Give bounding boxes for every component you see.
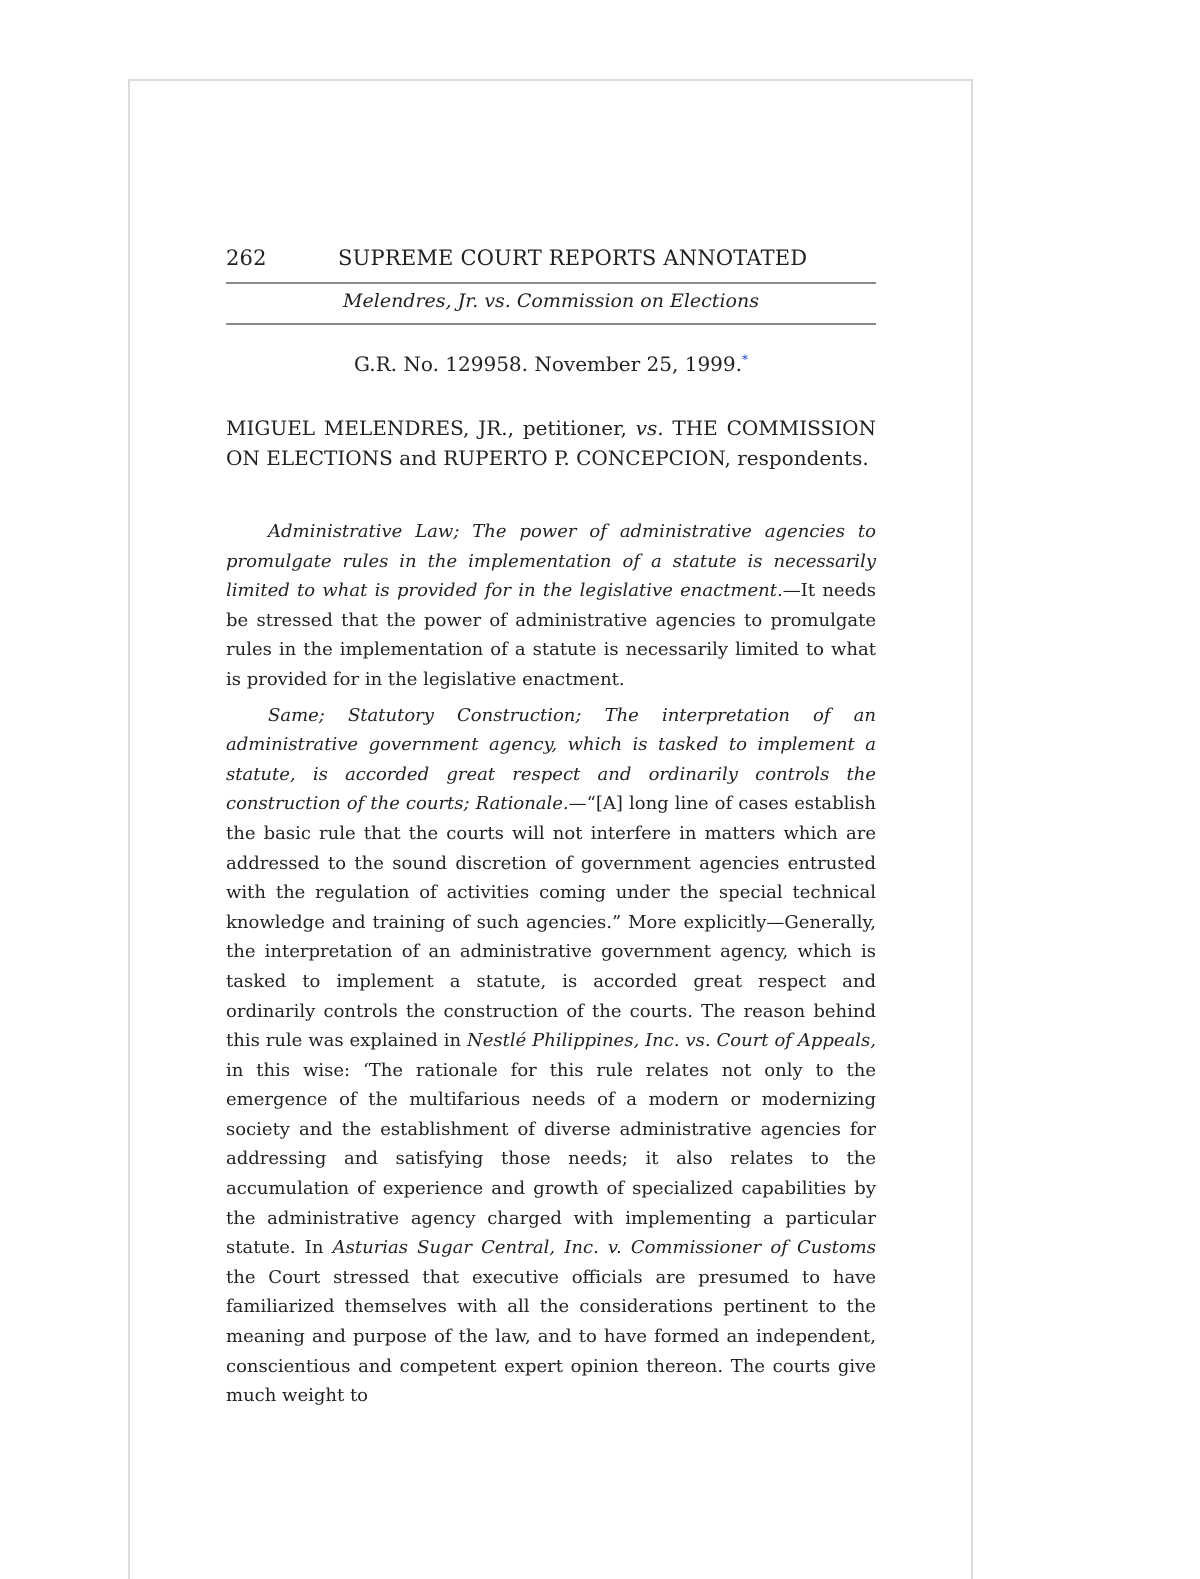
- syllabus-2-body-1: —“[A] long line of cases establish the basic rule that the courts will not interfere in matters which are addressed to the sound discretion of government agencies entrusted with the regulation of activities coming under the special technical knowledge and training of such agencies.” More explicitly—Generally, the interpretation of an administrative government agency, which is tasked to implement a statute, is accorded great respect and ordinarily controls the construction of the courts. The reason behind this rule was explained in: [226, 793, 876, 1052]
- syllabus-1-heading: Administrative Law; The power of administrative agencies to promulgate rules in the implementation of a statute is necessarily limited to what is provided for in the legislative enactment.: [226, 521, 876, 602]
- reporter-title: SUPREME COURT REPORTS ANNOTATED: [338, 246, 808, 270]
- cited-case-nestle: Nestlé Philippines, Inc. vs. Court of Appeals,: [467, 1030, 876, 1052]
- page-number: 262: [226, 246, 267, 270]
- running-head: [226, 246, 876, 282]
- respondents-names: THE COMMISSION ON ELECTIONS and RUPERTO P. CONCEPCION,: [226, 416, 877, 470]
- header-rule-bottom: [226, 323, 876, 325]
- petitioner-name: MIGUEL MELENDRES, JR.,: [226, 416, 523, 440]
- docket-line: [226, 351, 876, 377]
- syllabus-2-body-2: in this wise: ‘The rationale for this rule relates not only to the emergence of the multifarious needs of a modern or modernizing society and the establishment of diverse administrative agencies for addressing and satisfying those needs; it also relates to the accumulation of experience and growth of specialized capabilities by the administrative agency charged with implementing a particular statute. In: [226, 1059, 876, 1259]
- case-caption: Melendres, Jr. vs. Commission on Elections: [343, 290, 759, 312]
- header-rule-top: [226, 282, 876, 284]
- petitioner-role: petitioner,: [522, 416, 636, 440]
- syllabus-2-heading: Same; Statutory Construction; The interpretation of an administrative government agency, which is tasked to implement a statute, is accorded great respect and ordinarily controls the construction of the courts; Rationale.: [226, 704, 876, 815]
- syllabus-paragraph-2: [226, 701, 876, 1411]
- parties-paragraph: [226, 413, 876, 473]
- versus-text: vs.: [635, 416, 664, 440]
- docket-number: G.R. No. 129958. November 25, 1999.: [354, 352, 742, 376]
- cited-case-asturias: Asturias Sugar Central, Inc. v. Commissioner of Customs: [332, 1237, 876, 1259]
- respondents-role: respondents.: [737, 446, 869, 470]
- syllabus-paragraph-1: [226, 517, 876, 695]
- syllabus-2-body-3: the Court stressed that executive officials are presumed to have familiarized themselves with all the considerations pertinent to the meaning and purpose of the law, and to have formed an independent, conscientious and competent expert opinion thereon. The courts give much weight to: [226, 1266, 876, 1407]
- footnote-link[interactable]: *: [741, 352, 748, 367]
- syllabus-1-body: —It needs be stressed that the power of administrative agencies to promulgate rules in the implementation of a statute is necessarily limited to what is provided for in the legislative enactment.: [226, 580, 876, 690]
- syllabus: [226, 517, 876, 1411]
- page-content: [226, 246, 876, 1417]
